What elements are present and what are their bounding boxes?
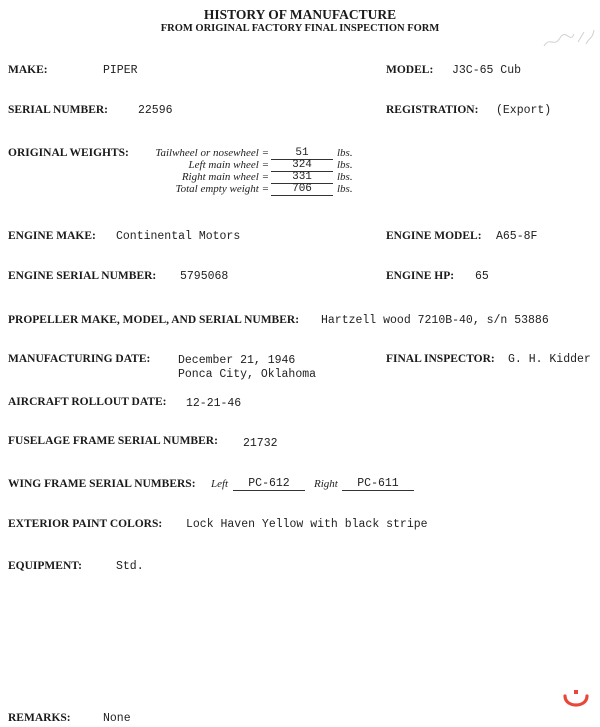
weight-row-label: Total empty weight = [175, 183, 269, 195]
rollout-date-label: AIRCRAFT ROLLOUT DATE: [8, 396, 167, 408]
weight-row-unit: lbs. [337, 171, 353, 183]
registration-value: (Export) [496, 104, 552, 117]
paint-value: Lock Haven Yellow with black stripe [186, 518, 428, 531]
document-subtitle: FROM ORIGINAL FACTORY FINAL INSPECTION FORM [160, 23, 440, 34]
weight-row-label: Left main wheel = [188, 159, 269, 171]
manufacturing-date-value: December 21, 1946 [178, 354, 296, 367]
weight-row-value: 324 [271, 159, 333, 172]
serial-number-value: 22596 [138, 104, 173, 117]
weight-row-unit: lbs. [337, 183, 353, 195]
manufacturing-date-label: MANUFACTURING DATE: [8, 353, 151, 365]
fuselage-serial-label: FUSELAGE FRAME SERIAL NUMBER: [8, 435, 218, 447]
weight-row-value: 331 [271, 171, 333, 184]
equipment-value: Std. [116, 560, 144, 573]
wing-frame-right-label: Right [314, 478, 338, 490]
weight-row-unit: lbs. [337, 147, 353, 159]
engine-model-label: ENGINE MODEL: [386, 230, 482, 242]
make-value: PIPER [103, 64, 138, 77]
final-inspector-value: G. H. Kidder [508, 353, 591, 366]
engine-make-label: ENGINE MAKE: [8, 230, 96, 242]
remarks-value: None [103, 712, 131, 725]
engine-hp-label: ENGINE HP: [386, 270, 455, 282]
wing-frame-right-value: PC-611 [342, 478, 414, 491]
wing-frame-left-value: PC-612 [233, 478, 305, 491]
engine-serial-value: 5795068 [180, 270, 229, 283]
manufacturing-location-value: Ponca City, Oklahoma [178, 368, 317, 381]
paint-label: EXTERIOR PAINT COLORS: [8, 518, 163, 530]
document-title: HISTORY OF MANUFACTURE [203, 7, 397, 22]
registration-label: REGISTRATION: [386, 104, 479, 116]
pencil-scribble-icon [540, 26, 596, 52]
wing-frame-left-label: Left [211, 478, 229, 490]
weight-row-unit: lbs. [337, 159, 353, 171]
propeller-value: Hartzell wood 7210B-40, s/n 53886 [321, 314, 549, 327]
final-inspector-label: FINAL INSPECTOR: [386, 353, 495, 365]
make-label: MAKE: [8, 64, 48, 76]
engine-serial-label: ENGINE SERIAL NUMBER: [8, 270, 157, 282]
weight-row-label: Tailwheel or nosewheel = [155, 147, 269, 159]
smile-logo-icon [561, 688, 591, 712]
engine-hp-value: 65 [475, 270, 489, 283]
weight-row-label: Right main wheel = [181, 171, 269, 183]
original-weights-label: ORIGINAL WEIGHTS: [8, 147, 129, 159]
fuselage-serial-value: 21732 [243, 437, 278, 450]
propeller-label: PROPELLER MAKE, MODEL, AND SERIAL NUMBER: [8, 314, 300, 326]
wing-frame-label: WING FRAME SERIAL NUMBERS: [8, 478, 196, 490]
engine-model-value: A65-8F [496, 230, 538, 243]
weight-row-value: 51 [271, 147, 333, 160]
equipment-label: EQUIPMENT: [8, 560, 82, 572]
engine-make-value: Continental Motors [116, 230, 241, 243]
model-label: MODEL: [386, 64, 434, 76]
model-value: J3C-65 Cub [452, 64, 522, 77]
weight-row-value: 706 [271, 183, 333, 196]
serial-number-label: SERIAL NUMBER: [8, 104, 109, 116]
rollout-date-value: 12-21-46 [186, 397, 242, 410]
remarks-label: REMARKS: [8, 712, 71, 724]
